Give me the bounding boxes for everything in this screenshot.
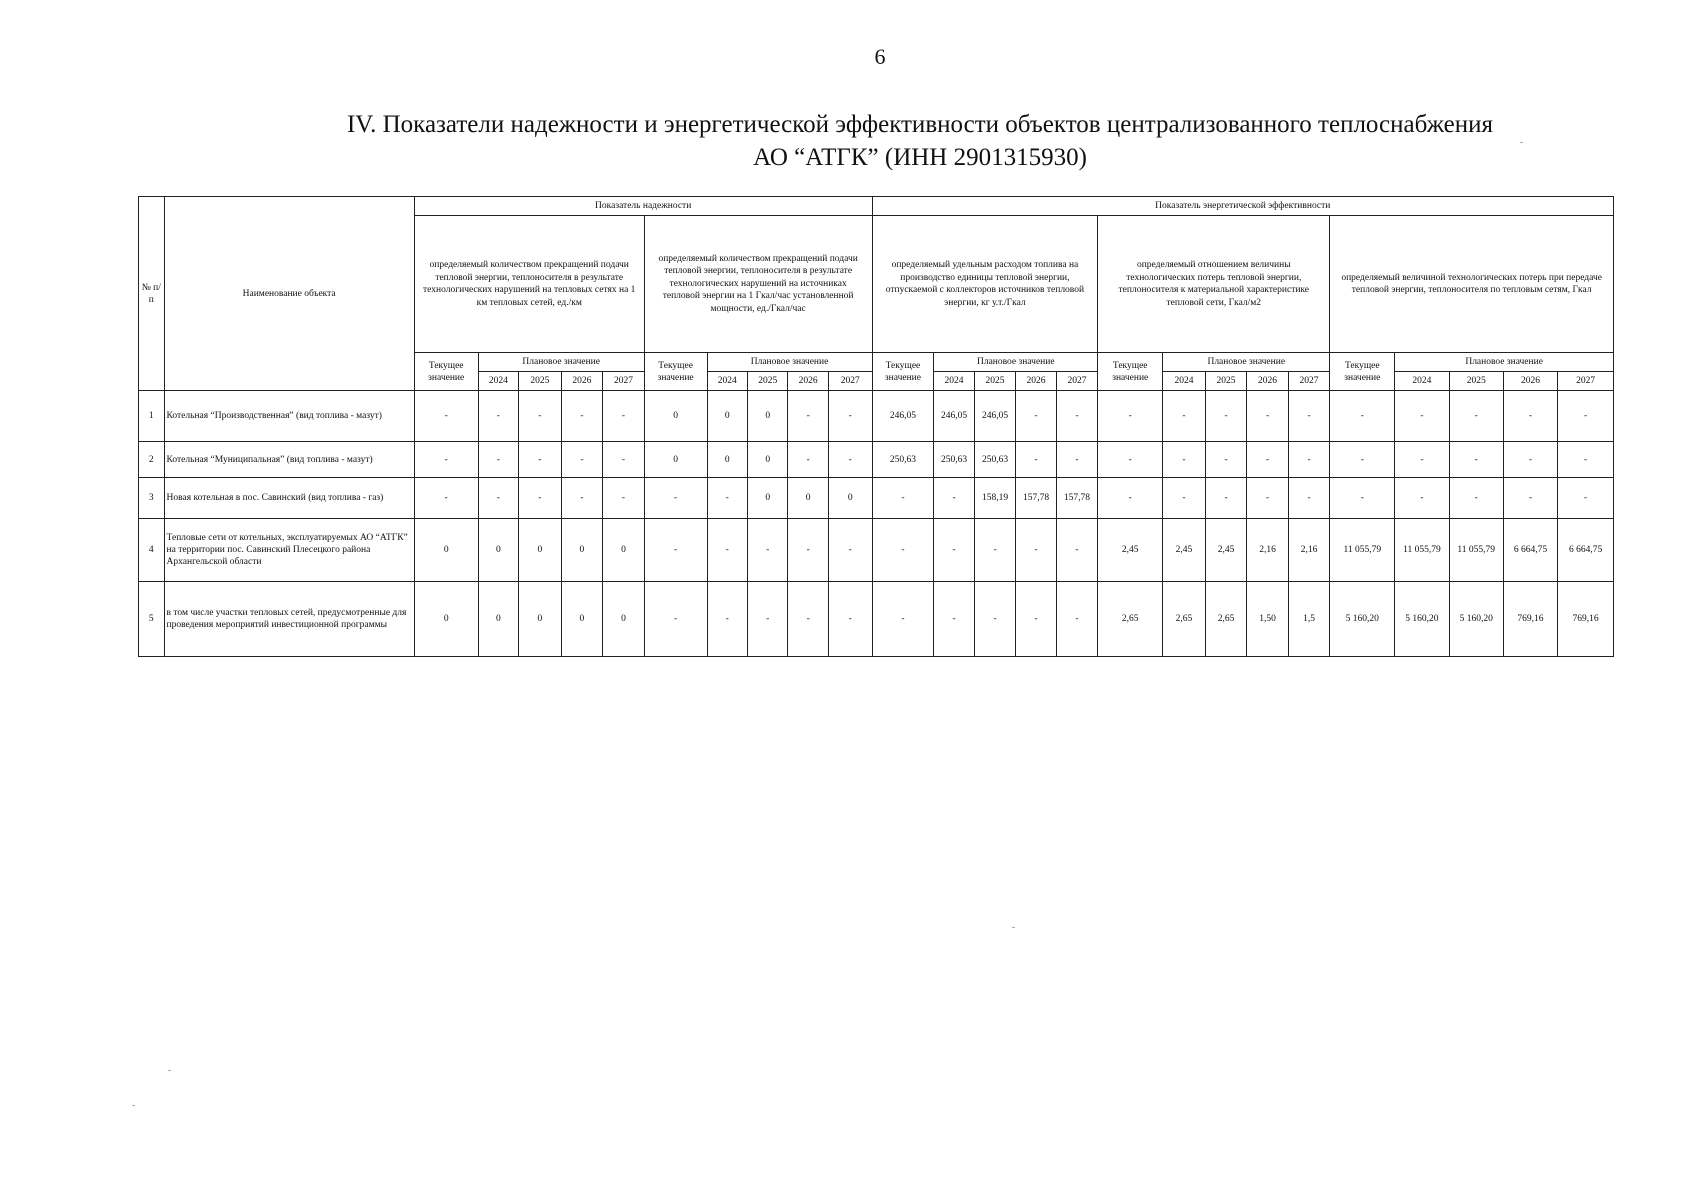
value-cell: 2,45 — [1205, 519, 1247, 582]
value-cell: 2,65 — [1098, 582, 1163, 657]
object-name: в том числе участки тепловых сетей, предусмотренные для проведения мероприятий инвестиционной программы — [164, 582, 414, 657]
object-name: Новая котельная в пос. Савинский (вид топлива - газ) — [164, 478, 414, 519]
value-cell: - — [934, 582, 974, 657]
value-cell: 0 — [603, 519, 645, 582]
value-cell: 6 664,75 — [1503, 519, 1557, 582]
value-cell: 250,63 — [934, 442, 974, 478]
value-cell: - — [828, 391, 872, 442]
value-cell: - — [1558, 442, 1614, 478]
value-cell: 11 055,79 — [1449, 519, 1503, 582]
current-value-header: Текущее значение — [1330, 353, 1395, 391]
year-header: 2026 — [788, 372, 828, 391]
value-cell: 246,05 — [872, 391, 934, 442]
value-cell: - — [1163, 478, 1206, 519]
document-title — [140, 108, 1697, 174]
value-cell: - — [1205, 478, 1247, 519]
table-row — [139, 478, 1614, 519]
indicator-description: определяемый величиной технологических потерь при передаче тепловой энергии, теплоносителя по тепловым сетям, Гкал — [1330, 216, 1614, 353]
value-cell: 250,63 — [872, 442, 934, 478]
value-cell: - — [561, 478, 603, 519]
value-cell: 0 — [747, 391, 787, 442]
value-cell: - — [872, 478, 934, 519]
value-cell: - — [603, 391, 645, 442]
value-cell: - — [561, 391, 603, 442]
value-cell: 0 — [707, 391, 747, 442]
indicator-description: определяемый отношением величины технологических потерь тепловой энергии, теплоносителя к материальной характеристике тепловой сети, Гкал/м2 — [1098, 216, 1330, 353]
current-value-header: Текущее значение — [414, 353, 478, 391]
object-name: Котельная “Производственная” (вид топлива - мазут) — [164, 391, 414, 442]
reliability-header: Показатель надежности — [414, 197, 872, 216]
value-cell: 6 664,75 — [1558, 519, 1614, 582]
value-cell: 2,45 — [1163, 519, 1206, 582]
indicator-description: определяемый удельным расходом топлива на производство единицы тепловой энергии, отпускаемой с коллекторов источников тепловой энергии, кг у.т./Гкал — [872, 216, 1098, 353]
year-header: 2027 — [1558, 372, 1614, 391]
value-cell: - — [1016, 519, 1056, 582]
value-cell: - — [1395, 478, 1449, 519]
year-header: 2027 — [603, 372, 645, 391]
value-cell: 0 — [644, 442, 707, 478]
value-cell: - — [1288, 442, 1330, 478]
current-value-header: Текущее значение — [872, 353, 934, 391]
value-cell: - — [414, 478, 478, 519]
value-cell: - — [747, 519, 787, 582]
value-cell: 0 — [644, 391, 707, 442]
title-line-1: IV. Показатели надежности и энергетической эффективности объектов централизованного теплоснабжения — [346, 111, 1494, 138]
year-header: 2027 — [828, 372, 872, 391]
page-number: 6 — [874, 44, 886, 69]
value-cell: - — [1016, 582, 1056, 657]
value-cell: - — [1395, 442, 1449, 478]
value-cell: - — [1205, 442, 1247, 478]
year-header: 2024 — [707, 372, 747, 391]
value-cell: - — [828, 442, 872, 478]
value-cell: 11 055,79 — [1330, 519, 1395, 582]
value-cell: 2,16 — [1247, 519, 1289, 582]
year-header: 2027 — [1288, 372, 1330, 391]
title-line-2: АО “АТГК” (ИНН 2901315930) — [753, 144, 1087, 171]
value-cell: - — [872, 519, 934, 582]
value-cell: - — [414, 442, 478, 478]
value-cell: - — [1056, 519, 1098, 582]
row-number: 2 — [139, 442, 165, 478]
value-cell: - — [1503, 442, 1557, 478]
value-cell: - — [1247, 391, 1289, 442]
value-cell: 5 160,20 — [1395, 582, 1449, 657]
scan-speck — [132, 1105, 135, 1106]
value-cell: - — [788, 391, 828, 442]
value-cell: 158,19 — [974, 478, 1016, 519]
value-cell: - — [828, 519, 872, 582]
year-header: 2027 — [1056, 372, 1098, 391]
value-cell: - — [1247, 478, 1289, 519]
value-cell: 0 — [478, 519, 518, 582]
current-value-header: Текущее значение — [644, 353, 707, 391]
planned-value-header: Плановое значение — [1163, 353, 1330, 372]
object-name: Тепловые сети от котельных, эксплуатируемых АО “АТГК” на территории пос. Савинский Плесецкого района Архангельской области — [164, 519, 414, 582]
value-cell: - — [1449, 391, 1503, 442]
value-cell: - — [519, 442, 562, 478]
planned-value-header: Плановое значение — [478, 353, 644, 372]
value-cell: - — [707, 478, 747, 519]
value-cell: 1,50 — [1247, 582, 1289, 657]
header-row-1 — [139, 197, 1614, 216]
value-cell: 250,63 — [974, 442, 1016, 478]
value-cell: - — [788, 582, 828, 657]
year-header: 2026 — [561, 372, 603, 391]
value-cell: 2,45 — [1098, 519, 1163, 582]
value-cell: - — [478, 478, 518, 519]
value-cell: 0 — [561, 519, 603, 582]
value-cell: - — [603, 478, 645, 519]
num-header: № п/п — [139, 197, 165, 391]
planned-value-header: Плановое значение — [934, 353, 1098, 372]
value-cell: 11 055,79 — [1395, 519, 1449, 582]
year-header: 2026 — [1016, 372, 1056, 391]
value-cell: 769,16 — [1503, 582, 1557, 657]
value-cell: - — [1098, 391, 1163, 442]
value-cell: - — [1330, 478, 1395, 519]
value-cell: - — [1449, 442, 1503, 478]
value-cell: 0 — [414, 582, 478, 657]
year-header: 2024 — [1395, 372, 1449, 391]
value-cell: - — [1247, 442, 1289, 478]
indicators-table — [138, 196, 1614, 657]
value-cell: 2,65 — [1163, 582, 1206, 657]
planned-value-header: Плановое значение — [707, 353, 872, 372]
table-row — [139, 442, 1614, 478]
value-cell: - — [828, 582, 872, 657]
efficiency-header: Показатель энергетической эффективности — [872, 197, 1613, 216]
object-name: Котельная “Муниципальная” (вид топлива - мазут) — [164, 442, 414, 478]
value-cell: - — [603, 442, 645, 478]
value-cell: 5 160,20 — [1330, 582, 1395, 657]
row-number: 4 — [139, 519, 165, 582]
name-header: Наименование объекта — [164, 197, 414, 391]
year-header: 2025 — [1449, 372, 1503, 391]
table-row — [139, 582, 1614, 657]
value-cell: - — [707, 519, 747, 582]
value-cell: - — [1395, 391, 1449, 442]
value-cell: - — [561, 442, 603, 478]
value-cell: - — [707, 582, 747, 657]
value-cell: 246,05 — [934, 391, 974, 442]
value-cell: 0 — [478, 582, 518, 657]
value-cell: 246,05 — [974, 391, 1016, 442]
indicator-description: определяемый количеством прекращений подачи тепловой энергии, теплоносителя в результате технологических нарушений на тепловых сетях на 1 км тепловых сетей, ед./км — [414, 216, 644, 353]
scan-speck — [168, 1070, 171, 1071]
value-cell: - — [1330, 442, 1395, 478]
value-cell: 0 — [707, 442, 747, 478]
value-cell: - — [1098, 478, 1163, 519]
value-cell: 2,16 — [1288, 519, 1330, 582]
value-cell: - — [644, 478, 707, 519]
table-body — [139, 197, 1614, 657]
year-header: 2024 — [934, 372, 974, 391]
year-header: 2025 — [1205, 372, 1247, 391]
value-cell: 0 — [747, 478, 787, 519]
value-cell: 1,5 — [1288, 582, 1330, 657]
value-cell: - — [747, 582, 787, 657]
row-number: 1 — [139, 391, 165, 442]
value-cell: - — [1330, 391, 1395, 442]
year-header: 2025 — [747, 372, 787, 391]
table-row — [139, 519, 1614, 582]
year-header: 2026 — [1247, 372, 1289, 391]
value-cell: - — [872, 582, 934, 657]
value-cell: - — [644, 582, 707, 657]
value-cell: - — [934, 519, 974, 582]
value-cell: 2,65 — [1205, 582, 1247, 657]
value-cell: 0 — [414, 519, 478, 582]
value-cell: - — [974, 582, 1016, 657]
indicator-description: определяемый количеством прекращений подачи тепловой энергии, теплоносителя в результате технологических нарушений на источниках тепловой энергии на 1 Гкал/час установленной мощности, ед./Гкал/час — [644, 216, 872, 353]
current-value-header: Текущее значение — [1098, 353, 1163, 391]
value-cell: - — [1558, 391, 1614, 442]
value-cell: 157,78 — [1016, 478, 1056, 519]
value-cell: - — [414, 391, 478, 442]
value-cell: - — [478, 391, 518, 442]
value-cell: - — [934, 478, 974, 519]
row-number: 5 — [139, 582, 165, 657]
value-cell: 0 — [788, 478, 828, 519]
value-cell: - — [788, 442, 828, 478]
table-row — [139, 391, 1614, 442]
scan-speck — [1520, 142, 1523, 143]
value-cell: - — [519, 391, 562, 442]
value-cell: - — [1016, 391, 1056, 442]
planned-value-header: Плановое значение — [1395, 353, 1614, 372]
value-cell: - — [788, 519, 828, 582]
value-cell: - — [1503, 478, 1557, 519]
year-header: 2026 — [1503, 372, 1557, 391]
year-header: 2025 — [519, 372, 562, 391]
value-cell: - — [1449, 478, 1503, 519]
row-number: 3 — [139, 478, 165, 519]
value-cell: - — [1288, 391, 1330, 442]
value-cell: - — [519, 478, 562, 519]
scan-speck — [1012, 927, 1015, 928]
value-cell: - — [1056, 391, 1098, 442]
year-header: 2024 — [478, 372, 518, 391]
value-cell: 0 — [747, 442, 787, 478]
value-cell: 157,78 — [1056, 478, 1098, 519]
value-cell: - — [478, 442, 518, 478]
value-cell: - — [1098, 442, 1163, 478]
value-cell: 0 — [603, 582, 645, 657]
value-cell: - — [644, 519, 707, 582]
value-cell: - — [1558, 478, 1614, 519]
value-cell: - — [974, 519, 1016, 582]
value-cell: - — [1163, 442, 1206, 478]
value-cell: - — [1016, 442, 1056, 478]
value-cell: - — [1503, 391, 1557, 442]
value-cell: 769,16 — [1558, 582, 1614, 657]
value-cell: - — [1056, 582, 1098, 657]
value-cell: 0 — [519, 519, 562, 582]
year-header: 2024 — [1163, 372, 1206, 391]
value-cell: - — [1205, 391, 1247, 442]
value-cell: 0 — [828, 478, 872, 519]
value-cell: - — [1288, 478, 1330, 519]
value-cell: 5 160,20 — [1449, 582, 1503, 657]
value-cell: 0 — [519, 582, 562, 657]
value-cell: - — [1163, 391, 1206, 442]
value-cell: 0 — [561, 582, 603, 657]
year-header: 2025 — [974, 372, 1016, 391]
value-cell: - — [1056, 442, 1098, 478]
